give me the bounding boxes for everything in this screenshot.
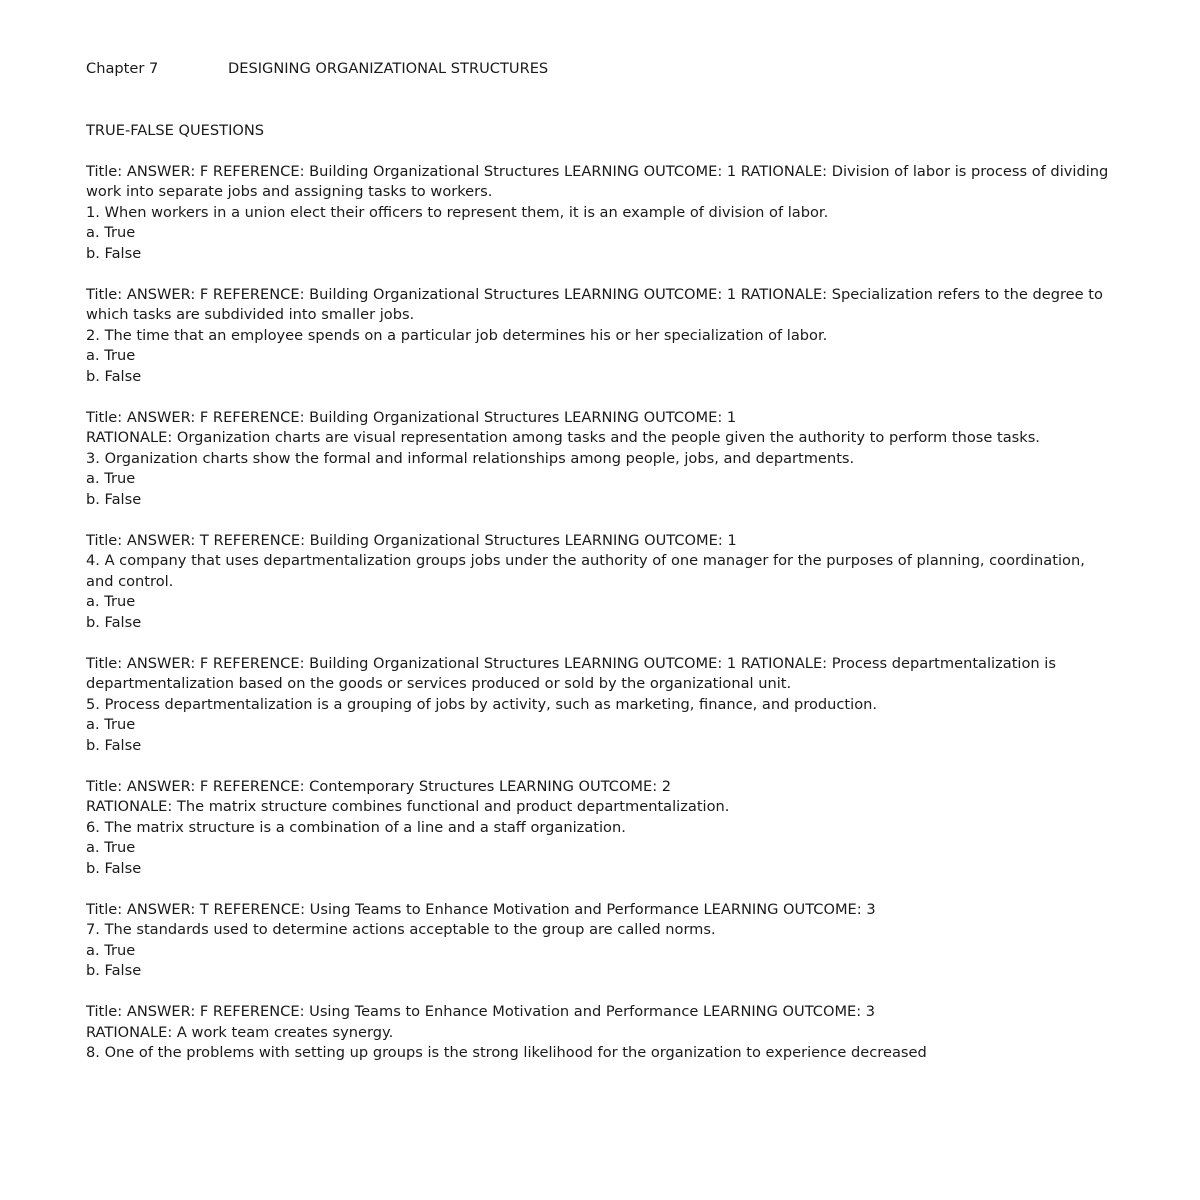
question-meta: Title: ANSWER: F REFERENCE: Building Organizational Structures LEARNING OUTCOME: 1 RATIONALE: Specialization refers to the degree to which tasks are subdivided into smaller jobs. xyxy=(86,285,1103,323)
question-meta: Title: ANSWER: F REFERENCE: Contemporary Structures LEARNING OUTCOME: 2 xyxy=(86,777,672,795)
document-page xyxy=(86,59,1116,1064)
question-text: 4. A company that uses departmentalization groups jobs under the authority of one manager for the purposes of planning, coordination, and control. xyxy=(86,552,1085,590)
option-true: a. True xyxy=(86,941,136,959)
option-true: a. True xyxy=(86,716,136,733)
question-text: 5. Process departmentalization is a grouping of jobs by activity, such as marketing, finance, and production. xyxy=(86,695,878,713)
question-rationale: RATIONALE: A work team creates synergy. xyxy=(86,1023,394,1041)
option-true: a. True xyxy=(86,224,136,241)
option-false: b. False xyxy=(86,613,142,631)
question-text: 6. The matrix structure is a combination of a line and a staff organization. xyxy=(86,818,626,836)
chapter-title: DESIGNING ORGANIZATIONAL STRUCTURES xyxy=(228,60,549,77)
question-text: 8. One of the problems with setting up groups is the strong likelihood for the organization to experience decreased xyxy=(86,1044,927,1061)
option-true: a. True xyxy=(86,593,136,610)
chapter-header xyxy=(86,59,1116,80)
question-meta: Title: ANSWER: F REFERENCE: Using Teams to Enhance Motivation and Performance LEARNING OUTCOME: 3 xyxy=(86,1003,876,1020)
question-text: 3. Organization charts show the formal and informal relationships among people, jobs, and departments. xyxy=(86,449,855,467)
option-true: a. True xyxy=(86,470,136,487)
question-text: 1. When workers in a union elect their officers to represent them, it is an example of division of labor. xyxy=(86,203,829,221)
question-text: 2. The time that an employee spends on a particular job determines his or her specialization of labor. xyxy=(86,326,828,344)
question-rationale: RATIONALE: The matrix structure combines functional and product departmentalization. xyxy=(86,798,730,815)
question-block-8 xyxy=(86,1002,1116,1064)
option-false: b. False xyxy=(86,859,142,877)
question-block-2 xyxy=(86,285,1116,388)
option-false: b. False xyxy=(86,367,142,385)
option-false: b. False xyxy=(86,490,142,508)
question-block-1 xyxy=(86,162,1116,265)
question-block-7 xyxy=(86,900,1116,982)
question-meta: Title: ANSWER: T REFERENCE: Building Organizational Structures LEARNING OUTCOME: 1 xyxy=(86,531,737,549)
question-text: 7. The standards used to determine actions acceptable to the group are called norms. xyxy=(86,921,716,938)
question-block-6 xyxy=(86,777,1116,880)
question-block-5 xyxy=(86,654,1116,757)
option-false: b. False xyxy=(86,962,142,979)
chapter-number: Chapter 7 xyxy=(86,60,159,77)
question-rationale: RATIONALE: Organization charts are visual representation among tasks and the people given the authority to perform those tasks. xyxy=(86,429,1040,446)
section-title: TRUE-FALSE QUESTIONS xyxy=(86,121,265,139)
question-meta: Title: ANSWER: F REFERENCE: Building Organizational Structures LEARNING OUTCOME: 1 xyxy=(86,408,737,426)
option-false: b. False xyxy=(86,244,142,262)
question-meta: Title: ANSWER: F REFERENCE: Building Organizational Structures LEARNING OUTCOME: 1 RATIONALE: Process departmentalization is departmentalization based on the goods or services produced or sold by the organizational unit. xyxy=(86,654,1056,692)
question-block-4 xyxy=(86,531,1116,634)
question-meta: Title: ANSWER: T REFERENCE: Using Teams to Enhance Motivation and Performance LEARNING OUTCOME: 3 xyxy=(86,900,876,918)
option-true: a. True xyxy=(86,347,136,364)
question-block-3 xyxy=(86,408,1116,511)
question-meta: Title: ANSWER: F REFERENCE: Building Organizational Structures LEARNING OUTCOME: 1 RATIONALE: Division of labor is process of dividing work into separate jobs and assigning tasks to workers. xyxy=(86,162,1109,200)
option-false: b. False xyxy=(86,736,142,754)
option-true: a. True xyxy=(86,839,136,856)
